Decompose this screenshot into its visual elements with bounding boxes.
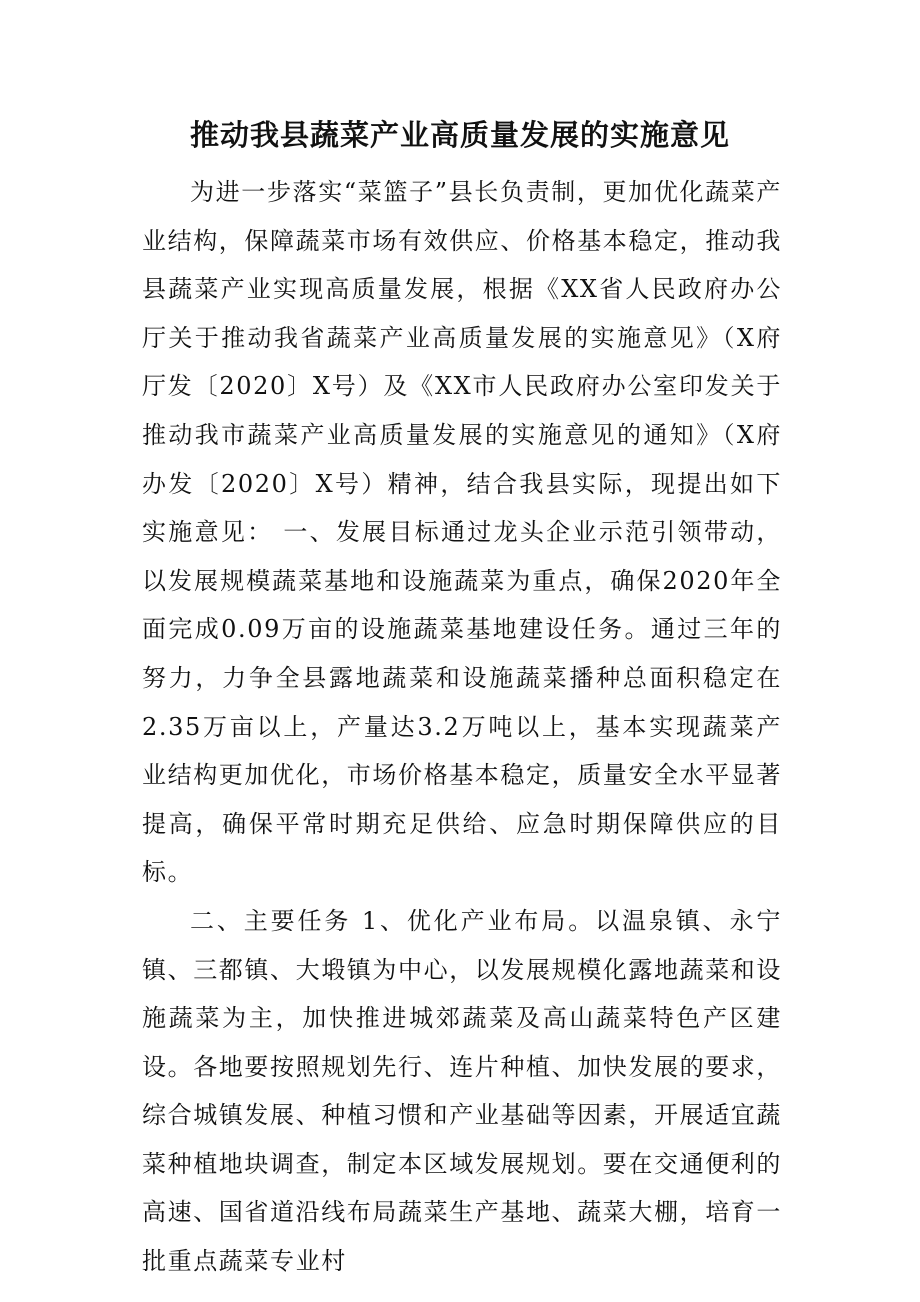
document-body — [142, 168, 782, 1286]
paragraph-1: 为进一步落实“菜篮子”县长负责制，更加优化蔬菜产业结构，保障蔬菜市场有效供应、价格基本稳定，推动我县蔬菜产业实现高质量发展，根据《XX省人民政府办公厅关于推动我省蔬菜产业高质量发展的实施意见》（X府厅发〔2020〕X号）及《XX市人民政府办公室印发关于推动我市蔬菜产业高质量发展的实施意见的通知》（X府办发〔2020〕X号）精神，结合我县实际，现提出如下实施意见： 一、发展目标通过龙头企业示范引领带动，以发展规模蔬菜基地和设施蔬菜为重点，确保2020年全面完成0.09万亩的设施蔬菜基地建设任务。通过三年的努力，力争全县露地蔬菜和设施蔬菜播种总面积稳定在2.35万亩以上，产量达3.2万吨以上，基本实现蔬菜产业结构更加优化，市场价格基本稳定，质量安全水平显著提高，确保平常时期充足供给、应急时期保障供应的目标。 — [142, 178, 782, 887]
paragraph-2: 二、主要任务 1、优化产业布局。以温泉镇、永宁镇、三都镇、大塅镇为中心，以发展规模化露地蔬菜和设施蔬菜为主，加快推进城郊蔬菜及高山蔬菜特色产区建设。各地要按照规划先行、连片种植、加快发展的要求，综合城镇发展、种植习惯和产业基础等因素，开展适宜蔬菜种植地块调查，制定本区域发展规划。要在交通便利的高速、国省道沿线布局蔬菜生产基地、蔬菜大棚，培育一批重点蔬菜专业村 — [142, 906, 782, 1276]
document-title: 推动我县蔬菜产业高质量发展的实施意见 — [189, 118, 730, 152]
